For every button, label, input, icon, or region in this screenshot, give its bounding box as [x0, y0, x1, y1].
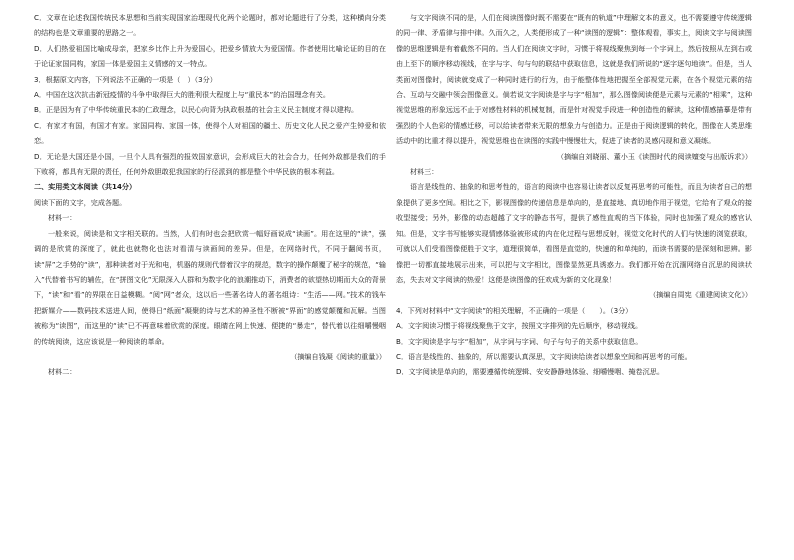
q4-stem: 4．下列对材料中“文字阅读”的相关理解，不正确的一项是（ ）。（3分） [396, 305, 633, 315]
material-3-label: 材料三： [410, 167, 439, 177]
right-column [396, 10, 752, 380]
q3-option-a: A．中国在这次抗击新冠疫情的斗争中取得巨大的胜利很大程度上与“重民本”的治国理念有关。 [34, 90, 330, 100]
material-1-text: 一般来说，阅读是和文字相关联的。当然，人们有时也会把欣赏一幅好画说成“读画”。用在这里的“读”，强调的是欣赏的深度了，就此也就物化也法对看清与读画间的差异。但是，在网络时代，不同于翻阅书页，读“屏”之手势的“读”，那种读者对于光和电，机器的规则代替着汉字的规范，数字的操作颠覆了秘字的规范，“输入”代替着书写的辅佐，在“拼图文化”无限深入人群和为数字化的浪潮推动下，消费者的欲望热切期而大众的背景下，“读”和“看”的界限在日益模糊。“阅”网”者众，这以后一些著名诗人的著名组诗：“生活——网。”技术的钱车把新媒介——数码技术送进人间，使得日“纸面”凝聚的诗与艺术的神圣性不断被“界面”的感觉颠覆和瓦解。当图被称为“读图”，而这里的“读”已不再意味着欣赏的深度。眼睛在网上快速、便捷的“暴走”，替代着以往细嚼慢咽的传统阅读，这应该说是一种阅读的革命。 [34, 228, 386, 346]
material-3-text: 语言是线性的、抽象的和思考性的，语言的阅读中也容易让读者以反复再思考的可能性，而且为读者自己的想象提供了更多空间。相比之下，影视图像的传递信息是单向的，是直接地、真切地作用于视觉，它给有了观众的接收型接受；另外，影像的动态超越了文字的静态书写，提供了感性直观的当下体验，同时也加强了观众的感官认知。但是，文字书写能够实现情感体验被形成的内在化过程与思想反射，视觉文化时代的人们与快速的浏览获取，可就以人们受看图像便胜于文字，道理很简单，看图是直觉的，快速的和单纯的，而读书需要的是深刻和思辨。影像把一切都直接地展示出来，可以把与文字相比，图像显然更具诱惑力。我们都开始在沉湎网络自沉思的阅读状态，失去对文字阅读的热爱！这便是读图像的狂欢成为新的文化现象！ [396, 182, 752, 284]
q4-option-a: A．文字阅读习惯于将视线聚焦于文字，按照文字排列的先后顺序，移动视线。 [396, 321, 643, 331]
q3-option-d: D．无论是大国还是小国，一旦个人具有强烈的报效国家意识，会形成巨大的社会合力，任何外敌都是我们的手下败将，都具有无限的责任，任何外敌胆敢犯我国家的行径派到的都是整个中华民族的根本利益。 [34, 151, 386, 177]
material-2-label: 材料二： [48, 367, 77, 377]
material-2-text: 与文字阅读不同的是，人们在阅读图像时既不需要在“既有的轨道”中理解文本的意义，也不需要遵守传统逻辑的同一律、矛盾律与排中律。久而久之，人类便形成了一种“读图的逻辑”：整体观看，事实上，阅读文字与阅读图像的思维逻辑是有着截然不同的。当人们在阅读文字时，习惯于将视线聚焦到每一个字词上，然后按照从左到右或由上至下的顺序移动视线，在字与字、句与句的联结中获取信息，这就是我们所说的“逐字逐句地读”。但是，当人类面对图像时，阅读就变成了一种同时进行的行为，由于能整体性地把握至全部视觉元素，在各个视觉元素的结合、互动与交融中领会图像意义。倘若说文字阅读是字与字“相加”，那么图像阅读便是元素与元素的“相乘”，这种视觉思维的形象远远不止于对感性材料的机械复制，而是针对视觉手段进一种创造性的解读，这种情感描摹是带有强烈的个人色彩的情感迁移，可以给读者带来无限的想象力与创造力。正是由于阅读逻辑的转化，图像在人类思维活动中的比重才得以提升，视觉思维也在读图的实践中慢慢壮大，促进了读者的灵感闪现和意义凝练。 [396, 13, 752, 146]
q2-option-d: D．人们热爱祖国比喻成母亲，把家乡比作上升为爱国心，把爱乡情放大为爱国情。作者使用比喻论证的目的在于论证家国同构，家国一体是爱国主义情感的又一特点。 [34, 43, 386, 69]
left-column [34, 10, 386, 380]
material-1-label: 材料一： [48, 213, 77, 223]
q2-option-c: C．文章在论述我国传统民本思想和当前实现国家治理现代化两个论题时，都对论题进行了分类，这种横向分类的结构也是文章重要的思路之一。 [34, 13, 386, 38]
section-2-heading: 二、实用类文本阅读（共14分） [34, 182, 137, 192]
q3-option-b: B．正是因为有了中华传统重民本的仁政理念，以民心向背为执政根基的社会主义民主制度才得以建构。 [34, 105, 359, 115]
q3-option-c: C．有家才有国，有国才有家。家国同构、家国一体，使得个人对祖国的疆土、历史文化人民之爱产生钟爱和依恋。 [34, 120, 386, 146]
q4-option-c: C．语言是线性的、抽象的，所以需要认真深思，文字阅读给读者以想象空间和再思考的可能。 [396, 351, 692, 361]
material-3-source: （摘编自周宪《重建阅读文化》） [649, 290, 752, 300]
reading-instruction: 阅读下面的文字，完成各题。 [34, 197, 127, 207]
q3-stem: 3．根据原文内容，下列说法不正确的一项是（ ）（3分） [34, 74, 217, 84]
q4-option-b: B．文字阅读是字与字“相加”，从字词与字词、句子与句子的关系中获取信息。 [396, 336, 643, 346]
material-1-source: （摘编自钱凝《阅读的重量》） [290, 351, 386, 361]
q4-option-d: D．文字阅读是单向的，需要遵循传统逻辑、安安静静地体验、细嚼慢咽、掩卷沉思。 [396, 367, 664, 377]
material-2-source: （摘编自刘晓丽、董小玉《读图时代的阅读嬗变与出版诉求》） [556, 151, 752, 161]
